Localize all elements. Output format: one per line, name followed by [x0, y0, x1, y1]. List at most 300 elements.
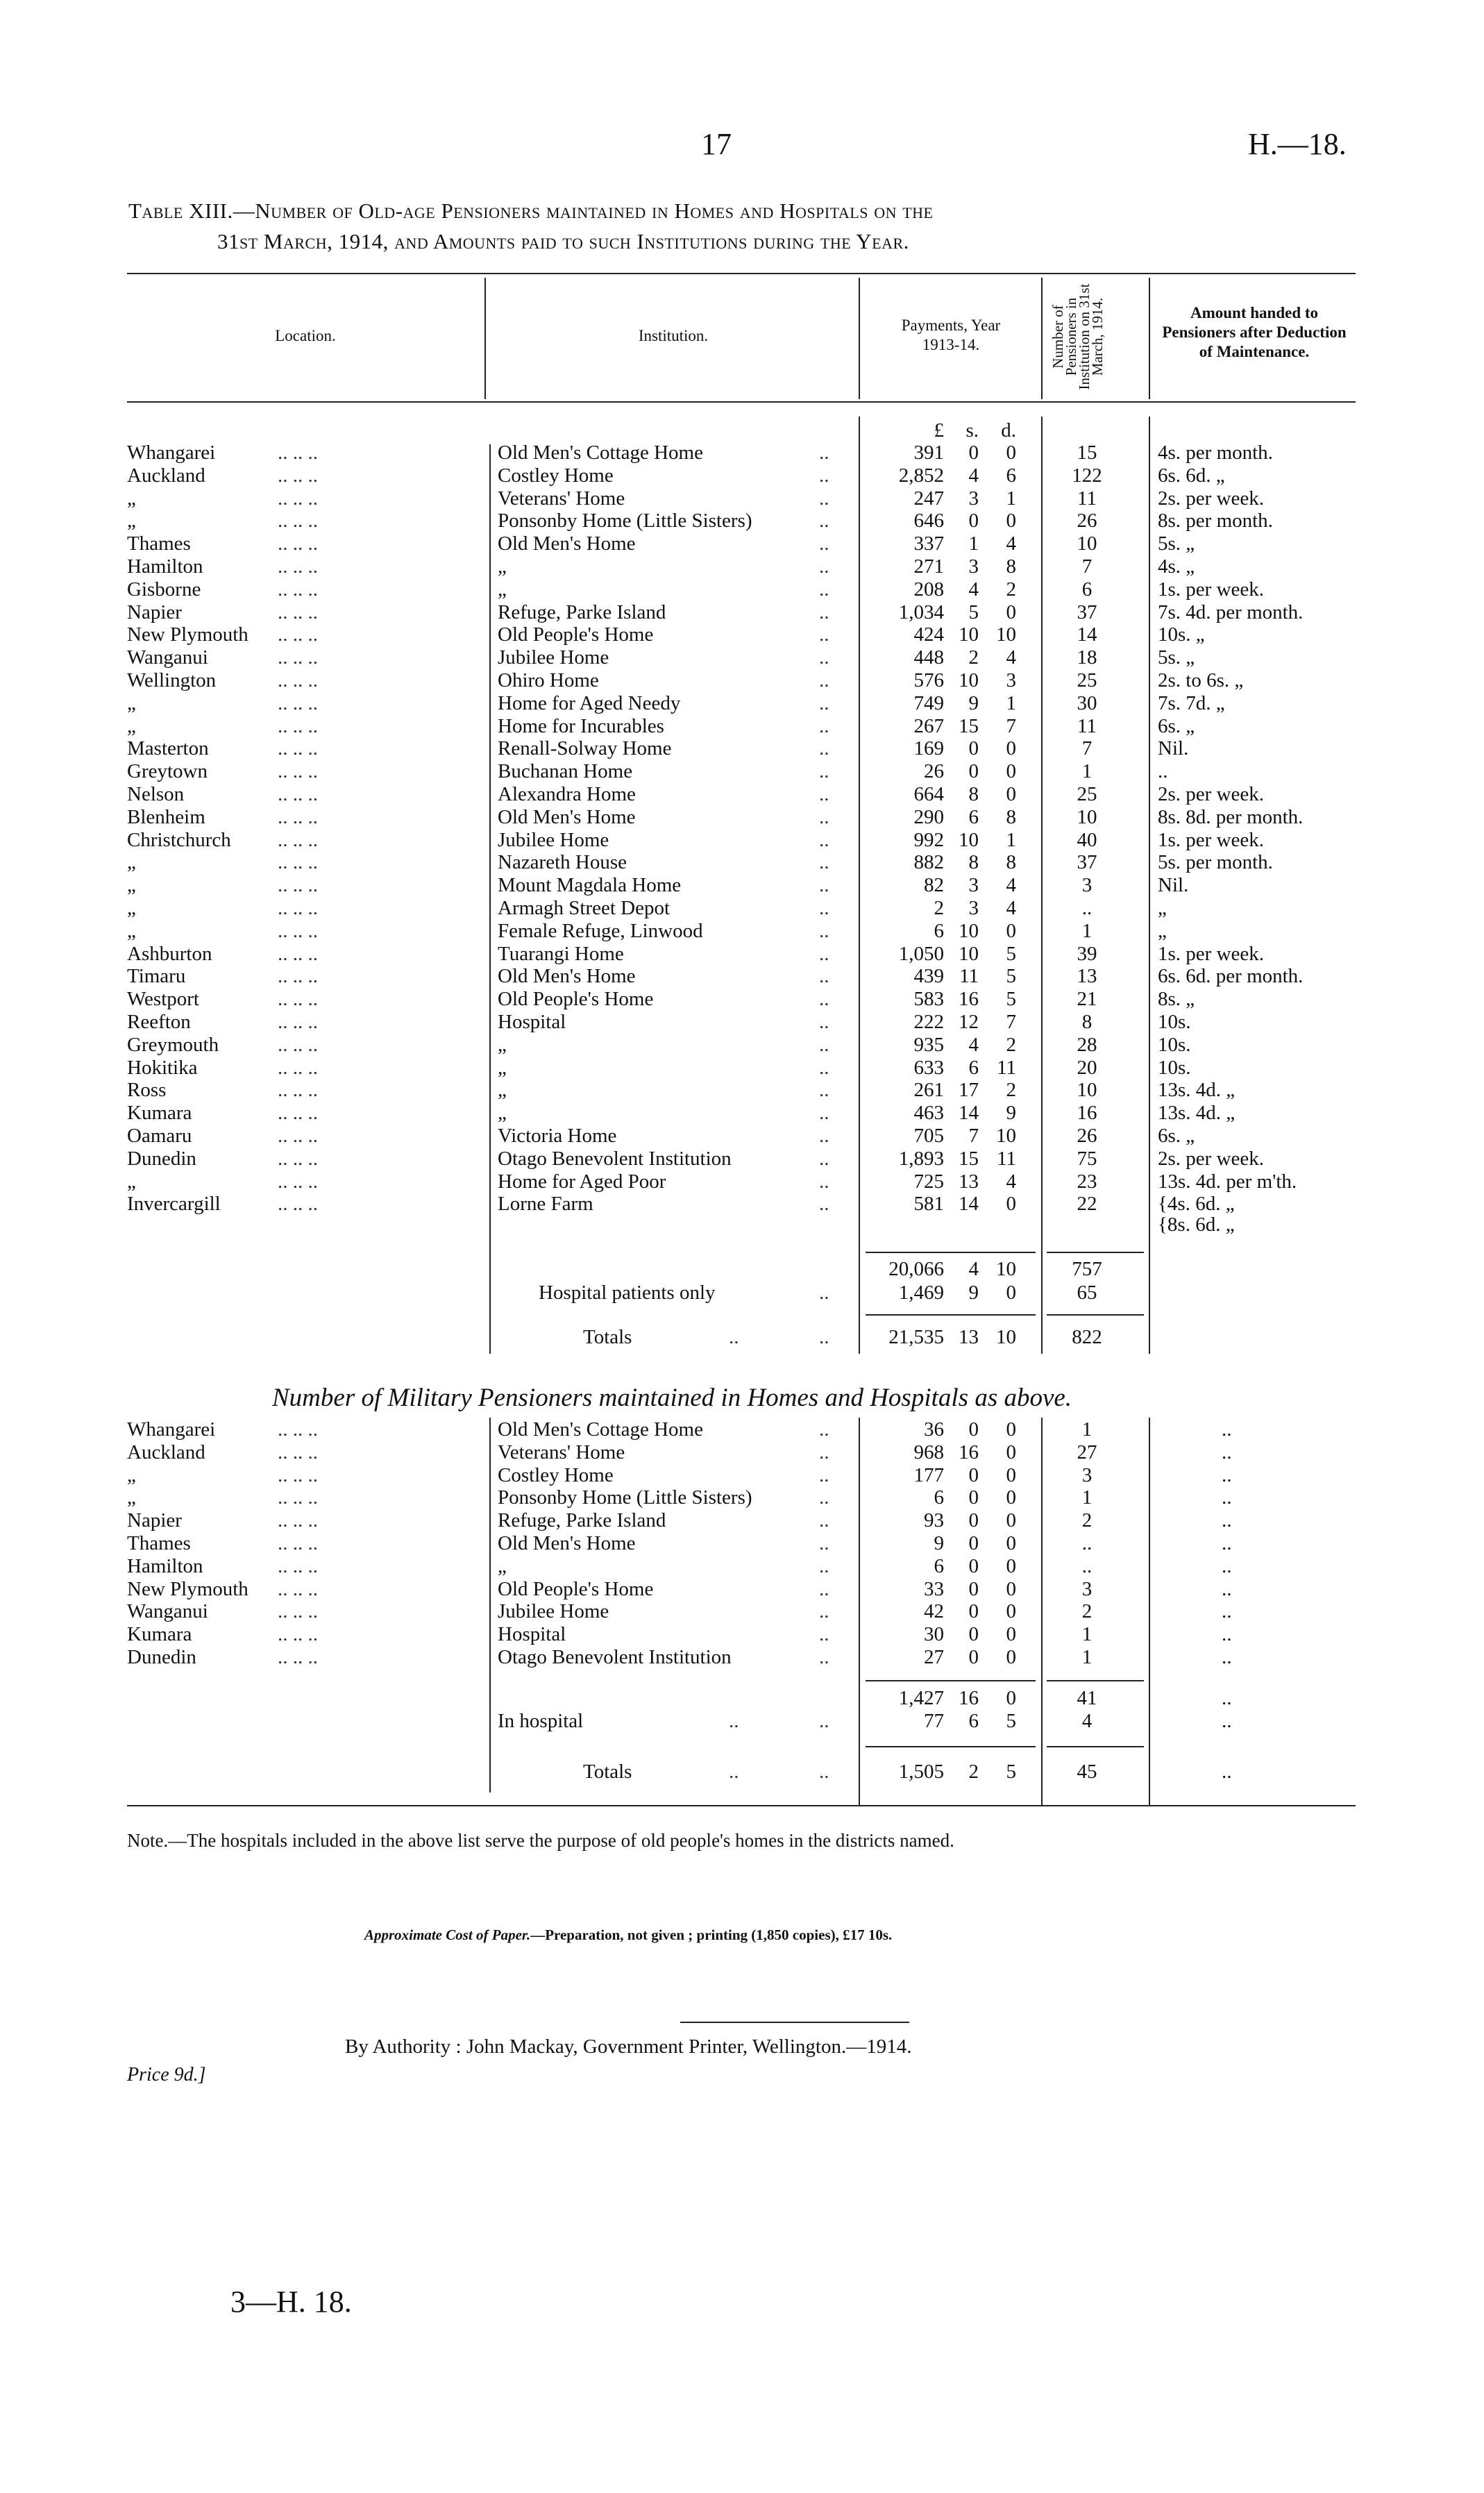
- location-cell: Nelson: [127, 783, 185, 805]
- location-cell: „: [127, 1463, 136, 1486]
- pence-cell: 8: [1006, 555, 1016, 578]
- amount-cell: 10s. „: [1158, 623, 1205, 646]
- military-totals-rule: [1047, 1746, 1144, 1747]
- leader-dots: ..: [819, 510, 829, 532]
- pence-cell: 7: [1006, 1011, 1016, 1033]
- military-hospital-label: In hospital: [498, 1710, 584, 1732]
- leader-dots: .. .. ..: [278, 669, 318, 691]
- main-row: [0, 737, 1484, 759]
- pounds-cell: 27: [924, 1646, 944, 1668]
- institution-cell: „: [498, 1079, 507, 1102]
- leader-dots: .. .. ..: [278, 805, 318, 828]
- military-row: [0, 1486, 1484, 1509]
- pence-cell: 2: [1006, 1033, 1016, 1056]
- pence-cell: 3: [1006, 669, 1016, 691]
- institution-cell: Old People's Home: [498, 1577, 654, 1600]
- pensioner-count-cell: 2: [1081, 1600, 1093, 1623]
- pensioner-count-cell: 3: [1081, 1463, 1093, 1486]
- institution-cell: Home for Aged Poor: [498, 1170, 666, 1193]
- amount-cell: ..: [1222, 1441, 1232, 1463]
- military-hospital-pounds: 77: [924, 1710, 944, 1732]
- amount-cell: 5s. „: [1158, 532, 1195, 555]
- subtotal-rule: [866, 1252, 1036, 1253]
- main-row: [0, 783, 1484, 805]
- main-row: [0, 829, 1484, 851]
- leader-dots: ..: [819, 942, 829, 965]
- leader-dots: ..: [819, 805, 829, 828]
- shillings-cell: 0: [968, 1418, 979, 1441]
- institution-cell: Old Men's Home: [498, 965, 636, 988]
- leader-dots: .. .. ..: [278, 691, 318, 714]
- leader-dots: .. .. ..: [278, 760, 318, 783]
- shillings-cell: 16: [959, 1441, 979, 1463]
- military-subtotal-shillings: 16: [959, 1687, 979, 1709]
- amount-cell: ..: [1222, 1486, 1232, 1509]
- military-subtotal-rule: [866, 1680, 1036, 1681]
- military-row: [0, 1509, 1484, 1531]
- leader-dots: ..: [819, 851, 829, 874]
- institution-cell: Female Refuge, Linwood: [498, 919, 703, 942]
- main-row: [0, 988, 1484, 1010]
- main-row: [0, 1057, 1484, 1079]
- pence-cell: 8: [1006, 851, 1016, 874]
- military-subtotal-pence: 0: [1006, 1687, 1016, 1709]
- pence-cell: 5: [1006, 965, 1016, 988]
- pensioner-count-cell: 14: [1077, 623, 1097, 646]
- military-hospital-number: 4: [1081, 1710, 1093, 1732]
- main-row: [0, 1170, 1484, 1193]
- header-institution: Institution.: [638, 327, 709, 344]
- pence-cell: 0: [1006, 1532, 1016, 1554]
- military-section-title: Number of Military Pensioners maintained in Homes and Hospitals as above.: [272, 1384, 1072, 1412]
- leader-dots: .. .. ..: [278, 874, 318, 897]
- institution-cell: „: [498, 1554, 507, 1577]
- military-row: [0, 1464, 1484, 1486]
- pounds-cell: 267: [913, 714, 944, 737]
- shillings-cell: 4: [968, 464, 979, 487]
- amount-cell: 5s. per month.: [1158, 851, 1273, 874]
- main-row: [0, 760, 1484, 782]
- amount-cell: 2s. per week.: [1158, 487, 1265, 510]
- pounds-cell: 33: [924, 1577, 944, 1600]
- leader-dots: ..: [819, 1761, 829, 1783]
- amount-cell: ..: [1222, 1623, 1232, 1646]
- pounds-cell: 664: [913, 783, 944, 805]
- leader-dots: .. .. ..: [278, 965, 318, 988]
- leader-dots: ..: [819, 783, 829, 805]
- institution-cell: Nazareth House: [498, 851, 627, 874]
- pence-cell: 9: [1006, 1102, 1016, 1125]
- shillings-cell: 0: [968, 1486, 979, 1509]
- table-top-rule: [127, 273, 1356, 274]
- main-row: [0, 897, 1484, 919]
- leader-dots: .. .. ..: [278, 851, 318, 874]
- main-row: [0, 1102, 1484, 1124]
- military-row: [0, 1418, 1484, 1441]
- leader-dots: ..: [819, 1079, 829, 1102]
- leader-dots: .. .. ..: [278, 828, 318, 851]
- leader-dots: .. .. ..: [278, 714, 318, 737]
- hospital-only-label: Hospital patients only: [539, 1282, 716, 1304]
- pensioner-count-cell: 1: [1081, 919, 1093, 942]
- pounds-cell: 2,852: [898, 464, 944, 487]
- amount-cell: 6s. „: [1158, 714, 1195, 737]
- leader-dots: ..: [819, 1509, 829, 1532]
- pensioner-count-cell: 26: [1077, 1125, 1097, 1147]
- totals-shillings: 13: [959, 1326, 979, 1348]
- pence-cell: 0: [1006, 601, 1016, 623]
- pensioner-count-cell: ..: [1081, 1554, 1093, 1577]
- pensioner-count-cell: 1: [1081, 1486, 1093, 1509]
- shillings-cell: 0: [968, 737, 979, 760]
- subtotal-row: [0, 1258, 1484, 1280]
- institution-cell: Jubilee Home: [498, 646, 609, 669]
- pence-cell: 0: [1006, 783, 1016, 805]
- shillings-cell: 3: [968, 897, 979, 919]
- location-cell: „: [127, 691, 136, 714]
- hospital-only-shillings: 9: [968, 1282, 979, 1304]
- pounds-cell: 576: [913, 669, 944, 691]
- shillings-cell: 10: [959, 623, 979, 646]
- leader-dots: .. .. ..: [278, 1170, 318, 1193]
- leader-dots: ..: [819, 1623, 829, 1646]
- leader-dots: .. .. ..: [278, 1463, 318, 1486]
- pounds-cell: 93: [924, 1509, 944, 1532]
- institution-cell: Hospital: [498, 1623, 566, 1646]
- main-row: [0, 555, 1484, 578]
- pence-cell: 1: [1006, 691, 1016, 714]
- institution-cell: Ponsonby Home (Little Sisters): [498, 510, 752, 532]
- location-cell: Napier: [127, 1509, 182, 1532]
- leader-dots: ..: [819, 1441, 829, 1463]
- institution-cell: Refuge, Parke Island: [498, 1509, 666, 1532]
- totals-number: 822: [1072, 1326, 1102, 1348]
- pounds-cell: 6: [934, 919, 944, 942]
- pensioner-count-cell: ..: [1081, 897, 1093, 919]
- pounds-cell: 705: [913, 1125, 944, 1147]
- unit-pence: d.: [1001, 419, 1016, 442]
- location-cell: Kumara: [127, 1623, 192, 1646]
- pensioner-count-cell: 10: [1077, 532, 1097, 555]
- leader-dots: ..: [819, 532, 829, 555]
- location-cell: Thames: [127, 532, 191, 555]
- subtotal-pounds: 20,066: [888, 1258, 944, 1280]
- main-row: [0, 1125, 1484, 1147]
- pounds-cell: 271: [913, 555, 944, 578]
- leader-dots: .. .. ..: [278, 1486, 318, 1509]
- pounds-cell: 247: [913, 487, 944, 510]
- pence-cell: 0: [1006, 1623, 1016, 1646]
- subtotal-number: 757: [1072, 1258, 1102, 1280]
- leader-dots: .. .. ..: [278, 1600, 318, 1623]
- main-row: [0, 715, 1484, 737]
- shillings-cell: 0: [968, 442, 979, 464]
- location-cell: Invercargill: [127, 1193, 221, 1216]
- pensioner-count-cell: 22: [1077, 1193, 1097, 1216]
- leader-dots: ..: [819, 760, 829, 783]
- pensioner-count-cell: 7: [1081, 737, 1093, 760]
- pounds-cell: 1,034: [898, 601, 944, 623]
- shillings-cell: 0: [968, 1646, 979, 1668]
- amount-cell: 6s. 6d. per month.: [1158, 965, 1304, 988]
- leader-dots: .. .. ..: [278, 578, 318, 601]
- leader-dots: ..: [819, 601, 829, 623]
- pence-cell: 0: [1006, 737, 1016, 760]
- main-row: [0, 669, 1484, 691]
- totals-rule: [866, 1314, 1036, 1316]
- leader-dots: ..: [819, 464, 829, 487]
- pence-cell: 4: [1006, 1170, 1016, 1193]
- leader-dots: ..: [819, 874, 829, 897]
- pounds-cell: 1,050: [898, 942, 944, 965]
- location-cell: „: [127, 510, 136, 532]
- main-row: [0, 943, 1484, 965]
- main-row: [0, 851, 1484, 873]
- military-hospital-shillings: 6: [968, 1710, 979, 1732]
- institution-cell: Veterans' Home: [498, 1441, 625, 1463]
- main-row: [0, 874, 1484, 896]
- subtotal-shillings: 4: [968, 1258, 979, 1280]
- amount-cell: 2s. per week.: [1158, 783, 1265, 805]
- military-row: [0, 1623, 1484, 1645]
- shillings-cell: 10: [959, 942, 979, 965]
- leader-dots: ..: [819, 988, 829, 1011]
- signature-mark: 3—H. 18.: [230, 2285, 352, 2319]
- pensioner-count-cell: 1: [1081, 1623, 1093, 1646]
- pensioner-count-cell: 11: [1077, 487, 1097, 510]
- amount-cell: 8s. „: [1158, 988, 1195, 1011]
- shillings-cell: 6: [968, 1056, 979, 1079]
- shillings-cell: 0: [968, 1463, 979, 1486]
- leader-dots: ..: [819, 555, 829, 578]
- shillings-cell: 0: [968, 1623, 979, 1646]
- amount-cell: 2s. per week.: [1158, 1147, 1265, 1170]
- location-cell: New Plymouth: [127, 1577, 248, 1600]
- shillings-cell: 12: [959, 1011, 979, 1033]
- amount-cell: 4s. per month.: [1158, 442, 1273, 464]
- pence-cell: 0: [1006, 1193, 1016, 1216]
- pence-cell: 11: [997, 1056, 1016, 1079]
- amount-cell: „: [1158, 897, 1167, 919]
- pounds-cell: 749: [913, 691, 944, 714]
- institution-cell: „: [498, 1056, 507, 1079]
- leader-dots: .. .. ..: [278, 510, 318, 532]
- shillings-cell: 11: [959, 965, 979, 988]
- institution-cell: Hospital: [498, 1011, 566, 1033]
- leader-dots: .. .. ..: [278, 1193, 318, 1216]
- shillings-cell: 15: [959, 1147, 979, 1170]
- military-hospital-pence: 5: [1006, 1710, 1016, 1732]
- amount-cell: 1s. per week.: [1158, 828, 1265, 851]
- amount-cell: 1s. per week.: [1158, 942, 1265, 965]
- location-cell: „: [127, 897, 136, 919]
- price: Price 9d.]: [127, 2064, 206, 2085]
- military-totals-pence: 5: [1006, 1761, 1016, 1783]
- leader-dots: .. .. ..: [278, 1509, 318, 1532]
- institution-cell: „: [498, 1033, 507, 1056]
- location-cell: „: [127, 1486, 136, 1509]
- military-row: [0, 1441, 1484, 1463]
- header-number: Number of Pensioners in Institution on 31st March, 1914.: [1049, 283, 1106, 390]
- military-totals-pounds: 1,505: [898, 1761, 944, 1783]
- main-row: [0, 920, 1484, 942]
- leader-dots: ..: [819, 897, 829, 919]
- amount-cell: 2s. to 6s. „: [1158, 669, 1244, 691]
- leader-dots: ..: [819, 919, 829, 942]
- leader-dots: .. .. ..: [278, 623, 318, 646]
- institution-cell: Alexandra Home: [498, 783, 636, 805]
- amount-cell: Nil.: [1158, 874, 1189, 897]
- leader-dots: .. .. ..: [278, 919, 318, 942]
- pensioner-count-cell: 25: [1077, 783, 1097, 805]
- pounds-cell: 36: [924, 1418, 944, 1441]
- leader-dots: .. .. ..: [278, 783, 318, 805]
- location-cell: Reefton: [127, 1011, 191, 1033]
- institution-cell: Home for Incurables: [498, 714, 664, 737]
- location-cell: „: [127, 851, 136, 874]
- leader-dots: ..: [729, 1326, 739, 1348]
- unit-shillings: s.: [966, 419, 979, 442]
- pence-cell: 4: [1006, 646, 1016, 669]
- pensioner-count-cell: 27: [1077, 1441, 1097, 1463]
- leader-dots: ..: [729, 1710, 739, 1732]
- pounds-cell: 463: [913, 1102, 944, 1125]
- military-totals-amount: ..: [1222, 1761, 1232, 1783]
- institution-cell: Buchanan Home: [498, 760, 633, 783]
- amount-cell: ..: [1222, 1463, 1232, 1486]
- pensioner-count-cell: 1: [1081, 1646, 1093, 1668]
- location-cell: Christchurch: [127, 828, 231, 851]
- pence-cell: 5: [1006, 942, 1016, 965]
- location-cell: Masterton: [127, 737, 209, 760]
- location-cell: Ashburton: [127, 942, 212, 965]
- institution-cell: Ohiro Home: [498, 669, 599, 691]
- leader-dots: .. .. ..: [278, 1532, 318, 1554]
- column-divider: [484, 278, 486, 399]
- leader-dots: .. .. ..: [278, 1011, 318, 1033]
- pounds-cell: 169: [913, 737, 944, 760]
- pence-cell: 7: [1006, 714, 1016, 737]
- institution-cell: Jubilee Home: [498, 1600, 609, 1623]
- institution-cell: Mount Magdala Home: [498, 874, 682, 897]
- shillings-cell: 3: [968, 555, 979, 578]
- shillings-cell: 8: [968, 783, 979, 805]
- leader-dots: ..: [819, 1710, 829, 1732]
- amount-cell: 10s.: [1158, 1056, 1191, 1079]
- pounds-cell: 968: [913, 1441, 944, 1463]
- leader-dots: .. .. ..: [278, 1056, 318, 1079]
- pence-cell: 10: [996, 623, 1016, 646]
- location-cell: Dunedin: [127, 1147, 196, 1170]
- cost-of-paper: [364, 1927, 892, 1944]
- leader-dots: ..: [819, 578, 829, 601]
- pence-cell: 4: [1006, 874, 1016, 897]
- pensioner-count-cell: 30: [1077, 691, 1097, 714]
- institution-cell: Ponsonby Home (Little Sisters): [498, 1486, 752, 1509]
- institution-cell: „: [498, 578, 507, 601]
- pounds-cell: 9: [934, 1532, 944, 1554]
- location-cell: Napier: [127, 601, 182, 623]
- military-totals-label: Totals: [583, 1761, 632, 1783]
- pence-cell: 1: [1006, 828, 1016, 851]
- unit-pounds: £: [934, 419, 944, 442]
- pensioner-count-cell: 28: [1077, 1033, 1097, 1056]
- leader-dots: .. .. ..: [278, 555, 318, 578]
- pounds-cell: 992: [913, 828, 944, 851]
- shillings-cell: 3: [968, 874, 979, 897]
- shillings-cell: 17: [959, 1079, 979, 1102]
- shillings-cell: 0: [968, 1509, 979, 1532]
- pence-cell: 1: [1006, 487, 1016, 510]
- location-cell: Wanganui: [127, 646, 208, 669]
- leader-dots: .. .. ..: [278, 487, 318, 510]
- amount-cell: ..: [1222, 1554, 1232, 1577]
- pounds-cell: 882: [913, 851, 944, 874]
- leader-dots: ..: [819, 1554, 829, 1577]
- pensioner-count-cell: 7: [1081, 555, 1093, 578]
- pensioner-count-cell: 16: [1077, 1102, 1097, 1125]
- main-row: [0, 578, 1484, 601]
- pounds-cell: 2: [934, 897, 944, 919]
- main-row: [0, 1034, 1484, 1056]
- hospital-only-row: [0, 1282, 1484, 1304]
- pensioner-count-cell: 1: [1081, 1418, 1093, 1441]
- military-subtotal-row: [0, 1687, 1484, 1709]
- leader-dots: ..: [819, 1056, 829, 1079]
- leader-dots: ..: [819, 1282, 829, 1304]
- shillings-cell: 15: [959, 714, 979, 737]
- cost-text: —Preparation, not given ; printing (1,850 copies), £17 10s.: [530, 1927, 893, 1943]
- leader-dots: ..: [819, 442, 829, 464]
- pounds-cell: 583: [913, 988, 944, 1011]
- main-row: [0, 965, 1484, 987]
- pensioner-count-cell: 21: [1077, 988, 1097, 1011]
- pounds-cell: 26: [924, 760, 944, 783]
- location-cell: „: [127, 714, 136, 737]
- shillings-cell: 0: [968, 1600, 979, 1623]
- table-title-line-1: Table XIII.—Number of Old-age Pensioners maintained in Homes and Hospitals on the: [128, 199, 934, 223]
- leader-dots: ..: [819, 623, 829, 646]
- amount-cell: 8s. per month.: [1158, 510, 1273, 532]
- pounds-cell: 448: [913, 646, 944, 669]
- leader-dots: ..: [819, 1033, 829, 1056]
- institution-cell: Renall-Solway Home: [498, 737, 672, 760]
- leader-dots: .. .. ..: [278, 1102, 318, 1125]
- shillings-cell: 0: [968, 1554, 979, 1577]
- totals-pence: 10: [996, 1326, 1016, 1348]
- main-row: [0, 1148, 1484, 1170]
- leader-dots: .. .. ..: [278, 988, 318, 1011]
- pence-cell: 6: [1006, 464, 1016, 487]
- table-bottom-rule: [127, 1805, 1356, 1806]
- amount-cell: 13s. 4d. per m'th.: [1158, 1170, 1297, 1193]
- main-row: [0, 1079, 1484, 1101]
- leader-dots: .. .. ..: [278, 1441, 318, 1463]
- pounds-cell: 30: [924, 1623, 944, 1646]
- pensioner-count-cell: 1: [1081, 760, 1093, 783]
- location-cell: Westport: [127, 988, 199, 1011]
- amount-cell: 7s. 7d. „: [1158, 691, 1225, 714]
- main-row: [0, 1011, 1484, 1033]
- pence-cell: 10: [996, 1125, 1016, 1147]
- institution-cell: Veterans' Home: [498, 487, 625, 510]
- pounds-cell: 1,893: [898, 1147, 944, 1170]
- pensioner-count-cell: 10: [1077, 805, 1097, 828]
- pence-cell: 2: [1006, 1079, 1016, 1102]
- main-row: [0, 442, 1484, 464]
- leader-dots: ..: [819, 487, 829, 510]
- location-cell: „: [127, 1170, 136, 1193]
